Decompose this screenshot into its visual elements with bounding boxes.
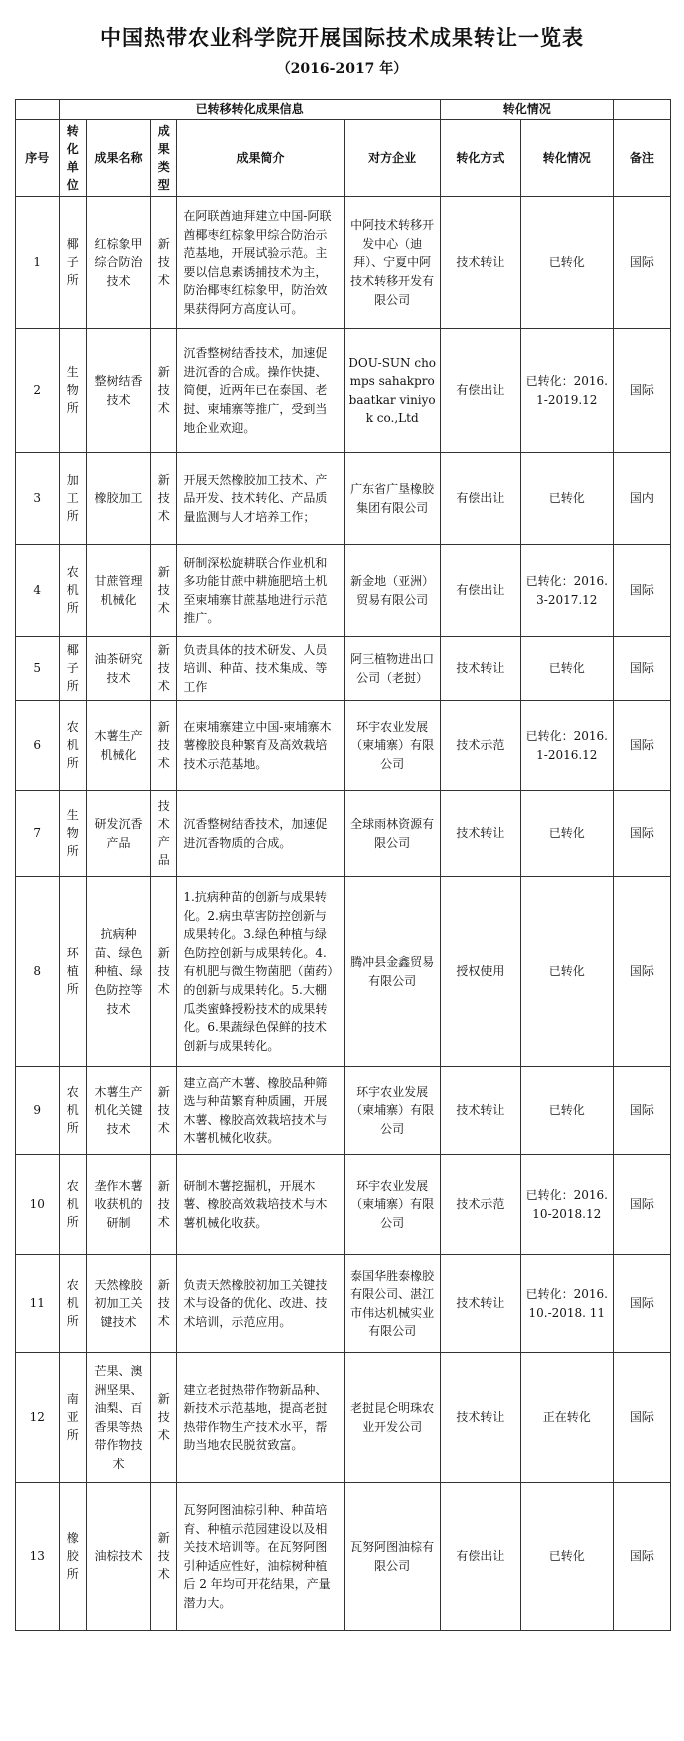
cell-name: 研发沉香产品 (86, 791, 150, 877)
cell-unit: 生物所 (59, 791, 86, 877)
header-remark: 备注 (613, 119, 670, 197)
cell-no: 4 (16, 545, 60, 637)
cell-status: 已转化 (520, 453, 613, 545)
cell-unit: 橡胶所 (59, 1483, 86, 1631)
cell-no: 1 (16, 197, 60, 329)
cell-intro: 开展天然橡胶加工技术、产品开发、技术转化、产品质量监测与人才培养工作； (177, 453, 344, 545)
cell-unit: 农机所 (59, 701, 86, 791)
cell-type: 新技术 (151, 1067, 177, 1155)
cell-unit: 环植所 (59, 877, 86, 1067)
cell-intro: 在阿联酋迪拜建立中国-阿联酋椰枣红棕象甲综合防治示范基地，开展试验示范。主要以信息素诱捕技术为主，防治椰枣红棕象甲，防治效果获得阿方高度认可。 (177, 197, 344, 329)
cell-remark: 国际 (613, 197, 670, 329)
table-row (16, 545, 671, 637)
cell-unit: 南亚所 (59, 1353, 86, 1483)
cell-no: 13 (16, 1483, 60, 1631)
cell-remark: 国际 (613, 637, 670, 701)
header-method: 转化方式 (440, 119, 520, 197)
cell-no: 9 (16, 1067, 60, 1155)
cell-unit: 椰子所 (59, 637, 86, 701)
header-row (16, 119, 671, 197)
cell-partner: 新金地（亚洲）贸易有限公司 (344, 545, 440, 637)
cell-remark: 国际 (613, 1483, 670, 1631)
cell-type: 新技术 (151, 545, 177, 637)
table-row (16, 453, 671, 545)
cell-name: 木薯生产机械化 (86, 701, 150, 791)
cell-status: 已转化：2016.1-2019.12 (520, 329, 613, 453)
header-remark-blank (613, 100, 670, 120)
cell-no: 7 (16, 791, 60, 877)
cell-type: 新技术 (151, 1255, 177, 1353)
cell-status: 已转化 (520, 637, 613, 701)
cell-intro: 研制深松旋耕联合作业机和多功能甘蔗中耕施肥培土机至柬埔寨甘蔗基地进行示范推广。 (177, 545, 344, 637)
cell-name: 垄作木薯收获机的研制 (86, 1155, 150, 1255)
cell-method: 有偿出让 (440, 1483, 520, 1631)
header-partner: 对方企业 (344, 119, 440, 197)
cell-partner: 阿三植物进出口公司（老挝） (344, 637, 440, 701)
cell-method: 技术示范 (440, 701, 520, 791)
cell-unit: 加工所 (59, 453, 86, 545)
cell-method: 技术转让 (440, 197, 520, 329)
cell-partner: 环宇农业发展（柬埔寨）有限公司 (344, 1155, 440, 1255)
cell-status: 已转化 (520, 791, 613, 877)
cell-name: 甘蔗管理机械化 (86, 545, 150, 637)
cell-status: 已转化：2016.3-2017.12 (520, 545, 613, 637)
cell-no: 8 (16, 877, 60, 1067)
cell-method: 有偿出让 (440, 329, 520, 453)
cell-status: 已转化 (520, 877, 613, 1067)
cell-partner: 环宇农业发展（柬埔寨）有限公司 (344, 1067, 440, 1155)
cell-method: 技术转让 (440, 637, 520, 701)
cell-intro: 在柬埔寨建立中国-柬埔寨木薯橡胶良种繁育及高效栽培技术示范基地。 (177, 701, 344, 791)
cell-unit: 农机所 (59, 545, 86, 637)
cell-intro: 沉香整树结香技术，加速促进沉香的合成。操作快捷、简便，近两年已在泰国、老挝、柬埔寨等推广，受到当地企业欢迎。 (177, 329, 344, 453)
table-row (16, 1255, 671, 1353)
cell-no: 11 (16, 1255, 60, 1353)
table-row (16, 1067, 671, 1155)
table-row (16, 791, 671, 877)
cell-type: 新技术 (151, 453, 177, 545)
cell-type: 新技术 (151, 1155, 177, 1255)
cell-unit: 生物所 (59, 329, 86, 453)
cell-method: 技术转让 (440, 1255, 520, 1353)
header-group-row (16, 100, 671, 120)
cell-status: 已转化 (520, 1067, 613, 1155)
cell-remark: 国内 (613, 453, 670, 545)
cell-partner: 广东省广垦橡胶集团有限公司 (344, 453, 440, 545)
cell-intro: 沉香整树结香技术，加速促进沉香物质的合成。 (177, 791, 344, 877)
header-group-info: 已转移转化成果信息 (59, 100, 440, 120)
cell-type: 新技术 (151, 877, 177, 1067)
cell-no: 6 (16, 701, 60, 791)
cell-method: 授权使用 (440, 877, 520, 1067)
cell-intro: 负责天然橡胶初加工关键技术与设备的优化、改进、技术培训，示范应用。 (177, 1255, 344, 1353)
cell-name: 油棕技术 (86, 1483, 150, 1631)
cell-status: 正在转化 (520, 1353, 613, 1483)
table-row (16, 1353, 671, 1483)
header-name: 成果名称 (86, 119, 150, 197)
page-subtitle: （2016-2017 年） (276, 61, 408, 77)
table-row (16, 1483, 671, 1631)
cell-type: 新技术 (151, 1353, 177, 1483)
cell-unit: 农机所 (59, 1067, 86, 1155)
cell-remark: 国际 (613, 1255, 670, 1353)
cell-partner: 腾冲县金鑫贸易有限公司 (344, 877, 440, 1067)
cell-type: 新技术 (151, 637, 177, 701)
cell-type: 新技术 (151, 329, 177, 453)
cell-partner: 老挝昆仑明珠农业开发公司 (344, 1353, 440, 1483)
cell-partner: 泰国华胜泰橡胶有限公司、湛江市伟达机械实业有限公司 (344, 1255, 440, 1353)
cell-partner: 全球雨林资源有限公司 (344, 791, 440, 877)
cell-name: 木薯生产机化关键技术 (86, 1067, 150, 1155)
cell-status: 已转化：2016.1-2016.12 (520, 701, 613, 791)
cell-status: 已转化 (520, 1483, 613, 1631)
cell-method: 技术转让 (440, 1067, 520, 1155)
cell-remark: 国际 (613, 701, 670, 791)
cell-intro: 瓦努阿图油棕引种、种苗培育、种植示范园建设以及相关技术培训等。在瓦努阿图引种适应性好，油棕树种植后 2 年均可开花结果，产量潜力大。 (177, 1483, 344, 1631)
cell-status: 已转化：2016.10-2018.12 (520, 1155, 613, 1255)
cell-partner: 中阿技术转移开发中心（迪拜）、宁夏中阿技术转移开发有限公司 (344, 197, 440, 329)
cell-intro: 1.抗病种苗的创新与成果转化。2.病虫草害防控创新与成果转化。3.绿色种植与绿色防控创新与成果转化。4.有机肥与微生物菌肥（菌药）的创新与成果转化。5.大棚瓜类蜜蜂授粉技术的成果转化。6.果蔬绿色保鲜的技术创新与成果转化。 (177, 877, 344, 1067)
cell-intro: 建立老挝热带作物新品种、新技术示范基地，提高老挝热带作物生产技术水平，帮助当地农民脱贫致富。 (177, 1353, 344, 1483)
cell-name: 芒果、澳洲坚果、油梨、百香果等热带作物技术 (86, 1353, 150, 1483)
cell-remark: 国际 (613, 1155, 670, 1255)
cell-no: 3 (16, 453, 60, 545)
cell-no: 5 (16, 637, 60, 701)
cell-intro: 负责具体的技术研发、人员培训、种苗、技术集成、等工作 (177, 637, 344, 701)
cell-name: 油茶研究技术 (86, 637, 150, 701)
cell-no: 2 (16, 329, 60, 453)
header-no-blank (16, 100, 60, 120)
table-row (16, 329, 671, 453)
cell-status: 已转化：2016.10.-2018. 11 (520, 1255, 613, 1353)
cell-method: 有偿出让 (440, 545, 520, 637)
cell-remark: 国际 (613, 877, 670, 1067)
cell-partner: 环宇农业发展（柬埔寨）有限公司 (344, 701, 440, 791)
cell-unit: 椰子所 (59, 197, 86, 329)
cell-method: 技术示范 (440, 1155, 520, 1255)
cell-remark: 国际 (613, 791, 670, 877)
cell-type: 新技术 (151, 1483, 177, 1631)
cell-type: 新技术 (151, 197, 177, 329)
cell-partner: DOU-SUN chomps sahakprobaatkar viniyok co.,Ltd (344, 329, 440, 453)
cell-name: 天然橡胶初加工关键技术 (86, 1255, 150, 1353)
cell-remark: 国际 (613, 545, 670, 637)
header-status: 转化情况 (520, 119, 613, 197)
table-row (16, 637, 671, 701)
cell-status: 已转化 (520, 197, 613, 329)
cell-method: 技术转让 (440, 1353, 520, 1483)
header-type: 成果类型 (151, 119, 177, 197)
cell-intro: 研制木薯挖掘机，开展木薯、橡胶高效栽培技术与木薯机械化收获。 (177, 1155, 344, 1255)
header-intro: 成果简介 (177, 119, 344, 197)
header-no: 序号 (16, 119, 60, 197)
transfer-table (15, 99, 671, 1631)
cell-method: 有偿出让 (440, 453, 520, 545)
table-row (16, 877, 671, 1067)
cell-name: 红棕象甲综合防治技术 (86, 197, 150, 329)
cell-method: 技术转让 (440, 791, 520, 877)
cell-unit: 农机所 (59, 1255, 86, 1353)
cell-intro: 建立高产木薯、橡胶品种筛选与种苗繁育种质圃，开展木薯、橡胶高效栽培技术与木薯机械化收获。 (177, 1067, 344, 1155)
cell-type: 新技术 (151, 701, 177, 791)
cell-no: 12 (16, 1353, 60, 1483)
cell-remark: 国际 (613, 329, 670, 453)
page-title: 中国热带农业科学院开展国际技术成果转让一览表 (100, 25, 584, 50)
cell-no: 10 (16, 1155, 60, 1255)
cell-name: 整树结香技术 (86, 329, 150, 453)
cell-name: 抗病种苗、绿色种植、绿色防控等技术 (86, 877, 150, 1067)
table-row (16, 1155, 671, 1255)
cell-type: 技术产品 (151, 791, 177, 877)
cell-remark: 国际 (613, 1353, 670, 1483)
cell-name: 橡胶加工 (86, 453, 150, 545)
cell-unit: 农机所 (59, 1155, 86, 1255)
header-unit: 转化单位 (59, 119, 86, 197)
table-row (16, 197, 671, 329)
table-row (16, 701, 671, 791)
cell-remark: 国际 (613, 1067, 670, 1155)
header-group-status: 转化情况 (440, 100, 613, 120)
cell-partner: 瓦努阿图油棕有限公司 (344, 1483, 440, 1631)
